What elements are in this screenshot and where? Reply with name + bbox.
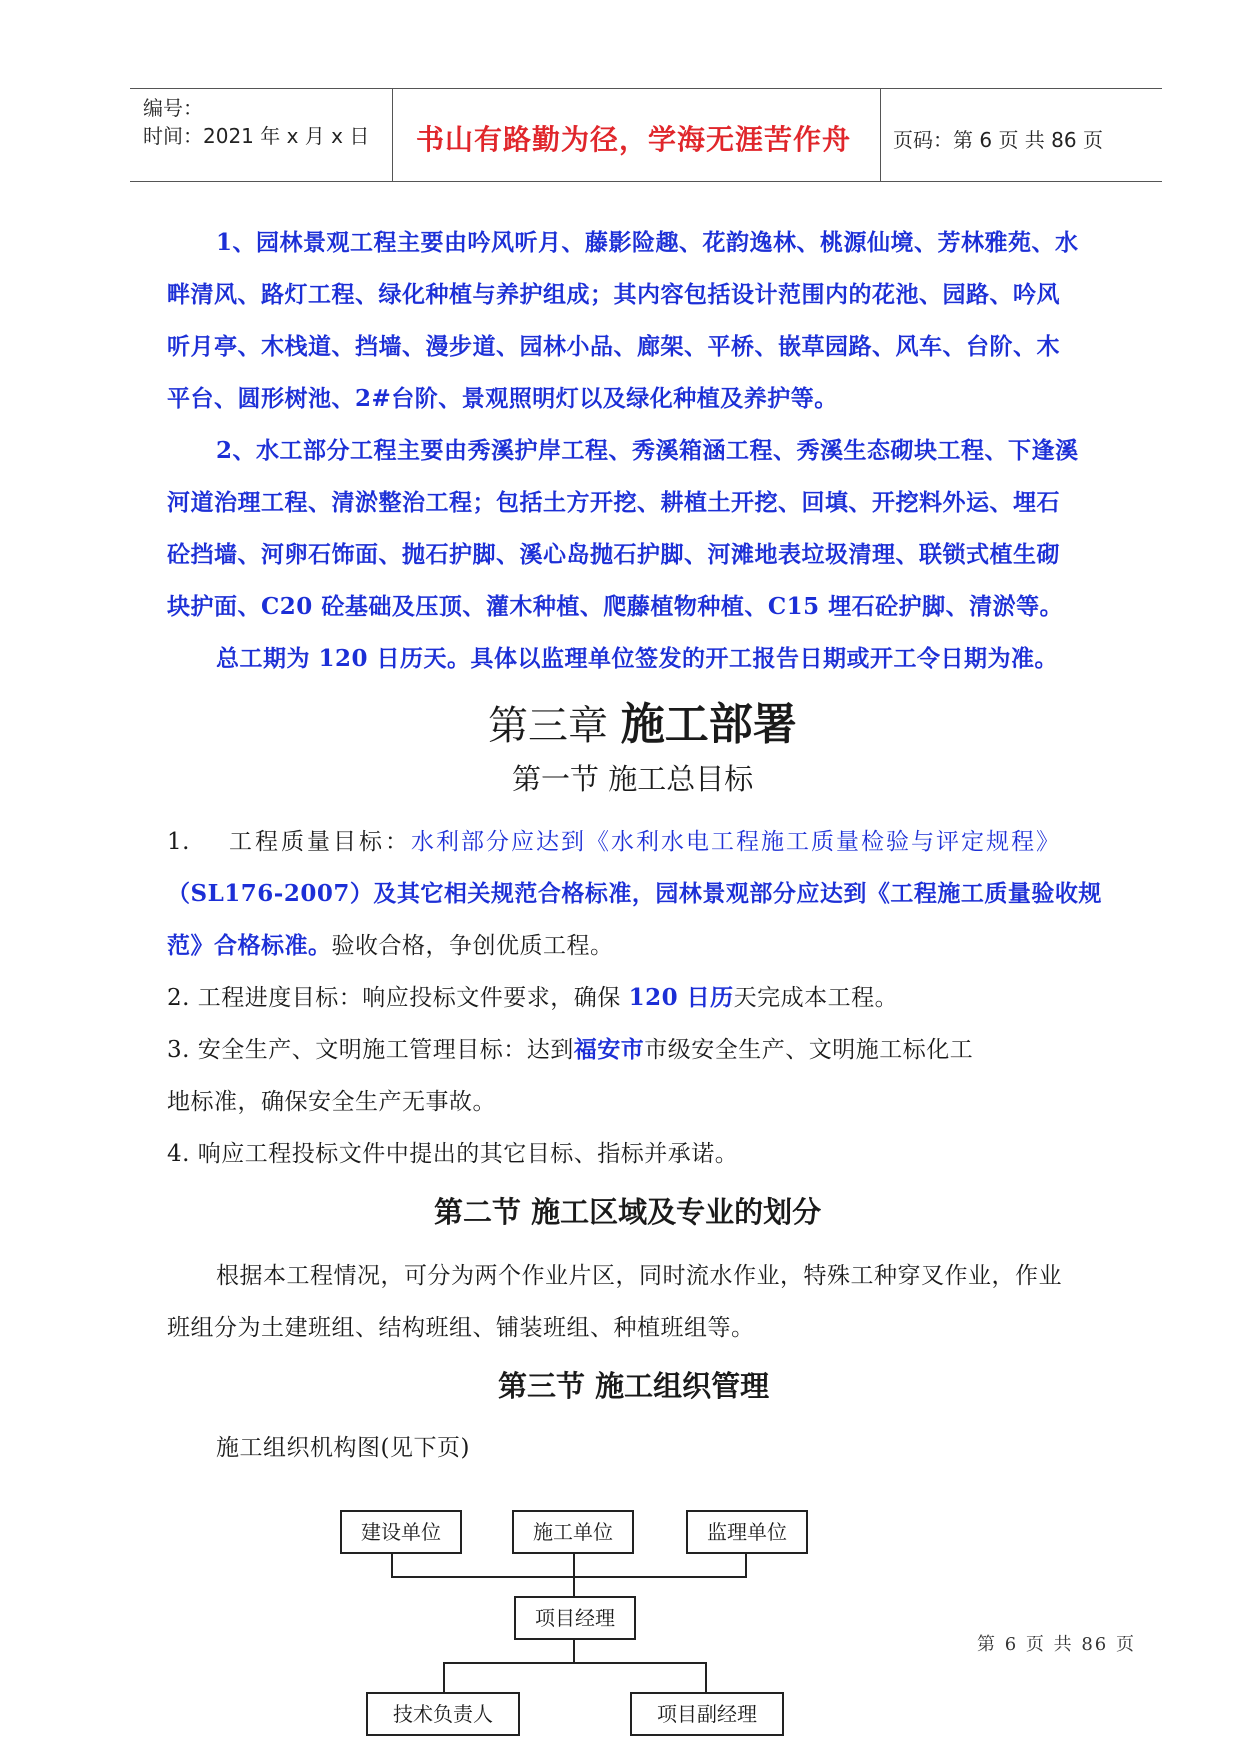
org-supervisor-box: 监理单位 [686, 1510, 808, 1554]
footer-page-number: 第 6 页 共 86 页 [977, 1634, 1136, 1655]
goal3-text-a: 3. 安全生产、文明施工管理目标：达到 [167, 1037, 574, 1063]
intro-item2-line2: 河道治理工程、清淤整治工程；包括土方开挖、耕植土开挖、回填、开挖料外运、埋石 [167, 489, 1060, 516]
goal1-text1: 水利部分应达到《水利水电工程施工质量检验与评定规程》 [411, 829, 1062, 855]
org-pm-box: 项目经理 [514, 1596, 636, 1640]
connector-contractor-down [573, 1554, 575, 1596]
section2-title: 第二节 施工区域及专业的划分 [434, 1195, 822, 1229]
goal1-line2: （SL176-2007）及其它相关规范合格标准，园林景观部分应达到《工程施工质量验收规 [167, 880, 1102, 907]
section2-line1: 根据本工程情况，可分为两个作业片区，同时流水作业，特殊工种穿叉作业，作业 [216, 1263, 1062, 1289]
section3-title: 第三节 施工组织管理 [498, 1369, 770, 1403]
section3-caption: 施工组织机构图(见下页) [216, 1435, 470, 1461]
goal1-number: 1. [167, 829, 190, 855]
org-deputy-pm-box: 项目副经理 [630, 1692, 784, 1736]
chapter-title: 施工部署 [620, 699, 797, 750]
goal1-label: 工程质量目标： [229, 829, 412, 855]
connector-pm-down [573, 1640, 575, 1664]
goal1-text3-blue: 范》合格标准。 [167, 932, 332, 959]
goal3-line2: 地标准，确保安全生产无事故。 [167, 1089, 496, 1115]
header-motto: 书山有路勤为径，学海无涯苦作舟 [416, 123, 852, 156]
serial-label: 编号： [143, 96, 203, 120]
goal1-line1 [167, 816, 1061, 868]
section1-title: 第一节 施工总目标 [512, 762, 754, 796]
intro-item1-line4: 平台、圆形树池、2#台阶、景观照明灯以及绿化种植及养护等。 [167, 385, 838, 412]
intro-item1-line3: 听月亭、木栈道、挡墙、漫步道、园林小品、廊架、平桥、嵌草园路、风车、台阶、木 [167, 333, 1060, 360]
intro-item2-line4: 块护面、C20 砼基础及压顶、灌木种植、爬藤植物种植、C15 埋石砼护脚、清淤等。 [167, 593, 1064, 620]
connector-supervisor-down [745, 1554, 747, 1578]
org-tech-lead-box: 技术负责人 [366, 1692, 520, 1736]
intro-item2-line1: 2、水工部分工程主要由秀溪护岸工程、秀溪箱涵工程、秀溪生态砌块工程、下逢溪 [216, 437, 1079, 464]
org-owner-box: 建设单位 [340, 1510, 462, 1554]
connector-deputy-up [705, 1662, 707, 1692]
connector-mid-horizontal [443, 1662, 707, 1664]
header-bottom-border [130, 181, 1162, 182]
org-contractor-box: 施工单位 [512, 1510, 634, 1554]
chapter-prefix: 第三章 [488, 703, 608, 749]
goal3-line1 [167, 1024, 973, 1076]
goal3-text-c: 市级安全生产、文明施工标化工 [644, 1037, 974, 1063]
header-divider-left [392, 88, 393, 182]
goal3-text-b: 福安市 [573, 1036, 645, 1063]
header-page-info: 页码：第 6 页 共 86 页 [893, 128, 1103, 152]
intro-item2-line3: 砼挡墙、河卵石饰面、抛石护脚、溪心岛抛石护脚、河滩地表垃圾清理、联锁式植生砌 [167, 541, 1060, 568]
connector-tech-lead-up [443, 1662, 445, 1692]
goal4-line: 4. 响应工程投标文件中提出的其它目标、指标并承诺。 [167, 1141, 739, 1167]
intro-duration: 总工期为 120 日历天。具体以监理单位签发的开工报告日期或开工令日期为准。 [216, 645, 1059, 672]
goal1-text3-black: 验收合格，争创优质工程。 [331, 933, 614, 959]
time-label: 时间：2021 年 x 月 x 日 [143, 124, 370, 148]
goal2-line [167, 972, 898, 1024]
header-top-border [130, 88, 1162, 89]
goal1-line3 [167, 920, 614, 972]
connector-owner-down [391, 1554, 393, 1578]
goal2-text-c: 天完成本工程。 [733, 985, 899, 1011]
intro-item1-line1: 1、园林景观工程主要由吟风听月、藤影险趣、花韵逸林、桃源仙境、芳林雅苑、水 [216, 229, 1079, 256]
connector-top-horizontal [391, 1576, 747, 1578]
intro-item1-line2: 畔清风、路灯工程、绿化种植与养护组成；其内容包括设计范围内的花池、园路、吟风 [167, 281, 1060, 308]
chapter-heading [488, 688, 797, 752]
section2-line2: 班组分为土建班组、结构班组、铺装班组、种植班组等。 [167, 1315, 755, 1341]
goal2-text-a: 2. 工程进度目标：响应投标文件要求，确保 [167, 985, 629, 1011]
goal2-text-b: 120 日历 [628, 984, 734, 1011]
header-divider-right [880, 88, 881, 182]
